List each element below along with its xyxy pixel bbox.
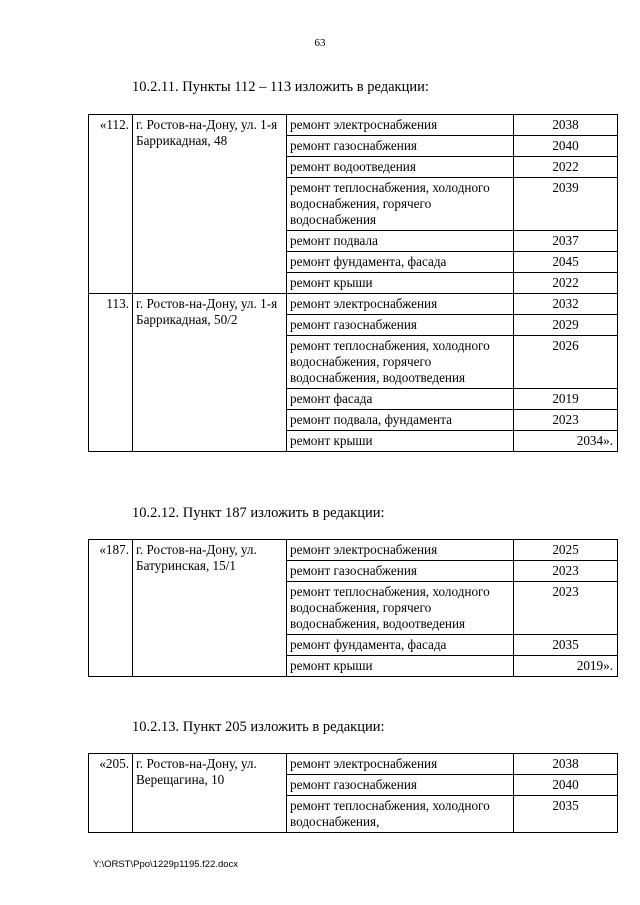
item-address: г. Ростов-на-Дону, ул. Батуринская, 15/1 bbox=[133, 540, 287, 677]
work-type: ремонт газоснабжения bbox=[287, 775, 514, 796]
work-year: 2045 bbox=[514, 252, 618, 273]
work-year: 2040 bbox=[514, 136, 618, 157]
work-type: ремонт электроснабжения bbox=[287, 294, 514, 315]
works-table bbox=[88, 539, 618, 677]
work-year: 2019». bbox=[514, 656, 618, 677]
work-type: ремонт электроснабжения bbox=[287, 115, 514, 136]
work-year: 2039 bbox=[514, 178, 618, 231]
work-type: ремонт теплоснабжения, холодного водоснабжения, горячего водоснабжения, водоотведения bbox=[287, 582, 514, 635]
works-table bbox=[88, 753, 618, 833]
works-table bbox=[88, 114, 618, 452]
item-address: г. Ростов-на-Дону, ул. 1-я Баррикадная, 48 bbox=[133, 115, 287, 294]
work-type: ремонт газоснабжения bbox=[287, 136, 514, 157]
table-row bbox=[89, 540, 618, 561]
work-type: ремонт теплоснабжения, холодного водоснабжения, горячего водоснабжения, водоотведения bbox=[287, 336, 514, 389]
work-year: 2032 bbox=[514, 294, 618, 315]
file-path-footer: Y:\ORST\Ppo\1229p1195.f22.docx bbox=[93, 859, 239, 870]
section-heading: 10.2.13. Пункт 205 изложить в редакции: bbox=[132, 719, 385, 735]
table-row bbox=[89, 294, 618, 315]
work-type: ремонт теплоснабжения, холодного водоснабжения, bbox=[287, 796, 514, 833]
item-address: г. Ростов-на-Дону, ул. 1-я Баррикадная, 50/2 bbox=[133, 294, 287, 452]
work-type: ремонт газоснабжения bbox=[287, 315, 514, 336]
item-number: «112. bbox=[89, 115, 133, 294]
work-type: ремонт подвала bbox=[287, 231, 514, 252]
work-year: 2035 bbox=[514, 796, 618, 833]
work-year: 2029 bbox=[514, 315, 618, 336]
work-type: ремонт электроснабжения bbox=[287, 754, 514, 775]
table-row bbox=[89, 754, 618, 775]
work-year: 2023 bbox=[514, 561, 618, 582]
work-type: ремонт фундамента, фасада bbox=[287, 635, 514, 656]
work-year: 2035 bbox=[514, 635, 618, 656]
work-type: ремонт крыши bbox=[287, 431, 514, 452]
section-heading: 10.2.12. Пункт 187 изложить в редакции: bbox=[132, 505, 385, 521]
table-row bbox=[89, 115, 618, 136]
item-number: «187. bbox=[89, 540, 133, 677]
work-type: ремонт фундамента, фасада bbox=[287, 252, 514, 273]
work-year: 2038 bbox=[514, 115, 618, 136]
item-number: 113. bbox=[89, 294, 133, 452]
work-year: 2022 bbox=[514, 157, 618, 178]
work-year: 2037 bbox=[514, 231, 618, 252]
work-type: ремонт теплоснабжения, холодного водоснабжения, горячего водоснабжения bbox=[287, 178, 514, 231]
page-number: 63 bbox=[314, 37, 326, 49]
work-type: ремонт крыши bbox=[287, 273, 514, 294]
work-year: 2023 bbox=[514, 410, 618, 431]
work-year: 2034». bbox=[514, 431, 618, 452]
work-type: ремонт электроснабжения bbox=[287, 540, 514, 561]
work-type: ремонт фасада bbox=[287, 389, 514, 410]
work-type: ремонт водоотведения bbox=[287, 157, 514, 178]
work-year: 2040 bbox=[514, 775, 618, 796]
work-year: 2023 bbox=[514, 582, 618, 635]
work-year: 2025 bbox=[514, 540, 618, 561]
work-type: ремонт подвала, фундамента bbox=[287, 410, 514, 431]
work-type: ремонт крыши bbox=[287, 656, 514, 677]
work-type: ремонт газоснабжения bbox=[287, 561, 514, 582]
item-address: г. Ростов-на-Дону, ул. Верещагина, 10 bbox=[133, 754, 287, 833]
section-heading: 10.2.11. Пункты 112 – 113 изложить в редакции: bbox=[132, 79, 429, 95]
work-year: 2026 bbox=[514, 336, 618, 389]
work-year: 2038 bbox=[514, 754, 618, 775]
work-year: 2019 bbox=[514, 389, 618, 410]
work-year: 2022 bbox=[514, 273, 618, 294]
item-number: «205. bbox=[89, 754, 133, 833]
